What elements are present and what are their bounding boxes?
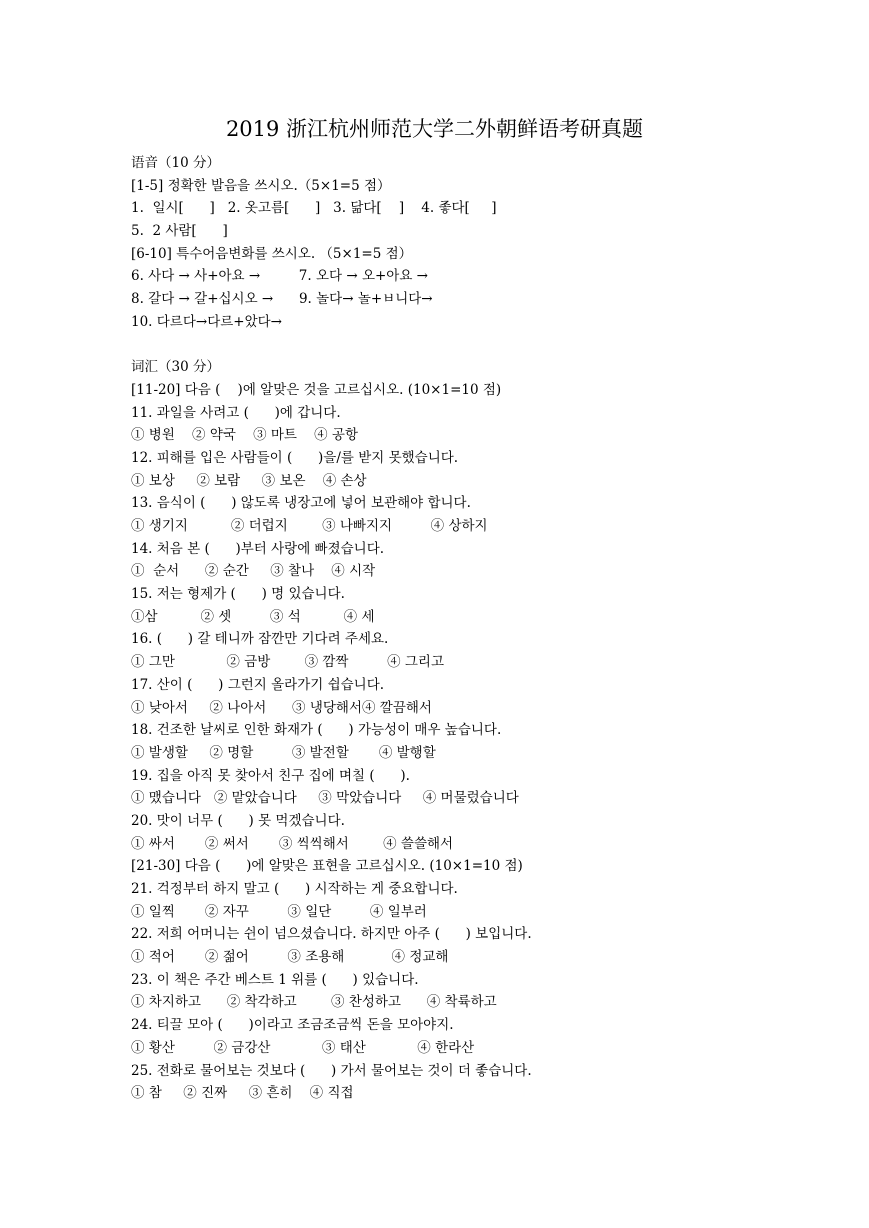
- exam-content: [131, 152, 851, 1105]
- question-line: 17. 산이 ( ) 그런지 올라가기 쉽습니다.: [131, 676, 385, 693]
- options-line: ① 적어 ② 젊어 ③ 조용해 ④ 정교해: [131, 949, 449, 966]
- question-line: 16. ( ) 갈 테니까 잠깐만 기다려 주세요.: [131, 631, 389, 648]
- options-line: ①삼 ② 셋 ③ 석 ④ 세: [131, 608, 375, 625]
- question-line: 21. 걱정부터 하지 말고 ( ) 시작하는 게 중요합니다.: [131, 881, 458, 897]
- question-line: 1. 일시[ ] 2. 옷고름[ ] 3. 닮다[ ] 4. 좋다[ ]: [131, 200, 497, 217]
- options-line: ① 일찍 ② 자꾸 ③ 일단 ④ 일부러: [131, 903, 427, 920]
- question-line: 12. 피해를 입은 사람들이 ( )을/를 받지 못했습니다.: [131, 449, 459, 466]
- question-line: 10. 다르다→다르+았다→: [131, 313, 282, 330]
- question-line: 13. 음식이 ( ) 않도록 냉장고에 넣어 보관해야 합니다.: [131, 495, 471, 512]
- instruction-line: [11-20] 다음 ( )에 알맞은 것을 고르십시오. (10×1=10 점): [131, 381, 502, 398]
- question-line: 23. 이 책은 주간 베스트 1 위를 ( ) 있습니다.: [131, 971, 419, 988]
- section-heading: 语音（10 分）: [131, 155, 220, 171]
- options-line: ① 맸습니다 ② 맡았습니다 ③ 막았습니다 ④ 머물렀습니다: [131, 790, 519, 807]
- options-line: ① 참 ② 진짜 ③ 흔히 ④ 직접: [131, 1085, 354, 1102]
- question-line: 19. 집을 아직 못 찾아서 친구 집에 며칠 ( ).: [131, 767, 410, 784]
- section-vocabulary: [131, 356, 851, 1105]
- question-line: 6. 사다 → 사+아요 → 7. 오다 → 오+아요 →: [131, 268, 428, 285]
- options-line: ① 발생할 ② 명할 ③ 발전할 ④ 발행할: [131, 744, 436, 761]
- question-line: 18. 건조한 날씨로 인한 화재가 ( ) 가능성이 매우 높습니다.: [131, 722, 502, 739]
- instruction-line: [1-5] 정확한 발음을 쓰시오.（5×1=5 점）: [131, 177, 391, 194]
- question-line: 20. 맛이 너무 ( ) 못 먹겠습니다.: [131, 812, 345, 829]
- question-line: 22. 저희 어머니는 쉰이 넘으셨습니다. 하지만 아주 ( ) 보입니다.: [131, 926, 532, 943]
- options-line: ① 황산 ② 금강산 ③ 태산 ④ 한라산: [131, 1039, 475, 1056]
- options-line: ① 보상 ② 보람 ③ 보온 ④ 손상: [131, 472, 367, 489]
- question-line: 8. 갈다 → 갈+십시오 → 9. 놀다→ 놀+ㅂ니다→: [131, 291, 433, 308]
- section-heading: 词汇（30 分）: [131, 359, 220, 376]
- options-line: ① 그만 ② 금방 ③ 깜짝 ④ 그리고: [131, 654, 444, 671]
- question-line: 11. 과일을 사려고 ( )에 갑니다.: [131, 404, 341, 421]
- question-line: 15. 저는 형제가 ( ) 명 있습니다.: [131, 586, 345, 603]
- question-line: 25. 전화로 물어보는 것보다 ( ) 가서 물어보는 것이 더 좋습니다.: [131, 1062, 532, 1079]
- section-spacer: [131, 334, 851, 357]
- options-line: ① 순서 ② 순간 ③ 찰나 ④ 시작: [131, 563, 376, 580]
- question-line: 24. 티끌 모아 ( )이라고 조금조금씩 돈을 모아야지.: [131, 1017, 454, 1034]
- options-line: ① 낮아서 ② 나아서 ③ 냉당해서④ 깔끔해서: [131, 699, 432, 716]
- instruction-line: [6-10] 특수어음변화를 쓰시오. （5×1=5 점）: [131, 245, 413, 262]
- section-phonetics: [131, 152, 851, 334]
- options-line: ① 병원 ② 약국 ③ 마트 ④ 공항: [131, 427, 358, 444]
- options-line: ① 차지하고 ② 착각하고 ③ 찬성하고 ④ 착륙하고: [131, 994, 497, 1011]
- options-line: ① 생기지 ② 더럽지 ③ 나빠지지 ④ 상하지: [131, 518, 488, 534]
- options-line: ① 싸서 ② 써서 ③ 씩씩해서 ④ 쓸쓸해서: [131, 835, 454, 852]
- page-title: 2019 浙江杭州师范大学二外朝鲜语考研真题: [225, 117, 644, 141]
- question-line: 14. 처음 본 ( )부터 사랑에 빠졌습니다.: [131, 540, 385, 557]
- question-line: 5. 2 사람[ ]: [131, 223, 228, 240]
- instruction-line: [21-30] 다음 ( )에 알맞은 표현을 고르십시오. (10×1=10 점): [131, 858, 523, 875]
